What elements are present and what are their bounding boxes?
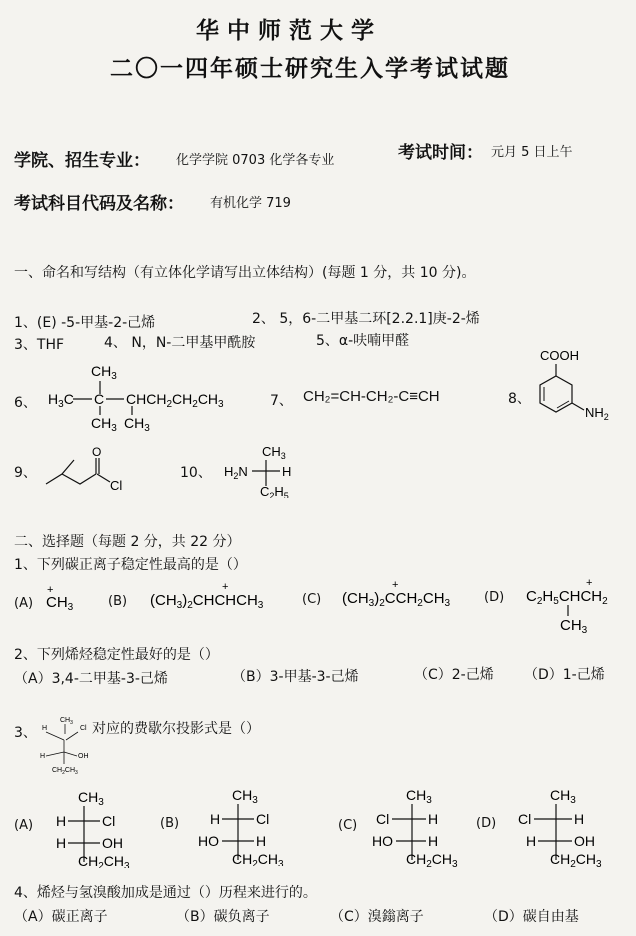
q3-newman-structure — [34, 710, 96, 780]
svg-text:+: + — [586, 577, 593, 589]
s2-q3-opt-a: (A) — [14, 818, 34, 833]
svg-text:OH: OH — [574, 833, 595, 849]
s2-q2-opt-a: （A）3,4-二甲基-3-己烯 — [14, 671, 168, 687]
s2-q1-opt-b: (B) — [108, 594, 128, 609]
s2-q4-opt-b: （B）碳负离子 — [176, 909, 270, 925]
svg-text:H: H — [56, 813, 67, 829]
svg-text:CH3: $CH_3$ — [232, 787, 258, 806]
university-name: 华中师范大学 — [196, 18, 382, 44]
svg-text:H: H — [40, 753, 46, 760]
q10-structure — [222, 442, 312, 498]
svg-text:HO: HO — [372, 833, 393, 849]
section2-title: 二、选择题（每题 2 分，共 22 分） — [14, 534, 241, 550]
svg-text:COOH: COOH — [540, 348, 579, 363]
fischer-c — [372, 784, 482, 868]
q1-c-structure — [340, 576, 470, 610]
s1-q8-num: 8、 — [508, 391, 531, 407]
s1-q2: 2、 5，6-二甲基二环[2.2.1]庚-2-烯 — [252, 311, 480, 327]
svg-text:CH3: $CH_3$ — [550, 787, 576, 806]
svg-text:CH2CH3: $CH_2CH_3$ — [406, 851, 458, 868]
svg-text:C2H5CHCH2: $C_2H_5CHCH_2$ — [526, 588, 608, 607]
svg-text:Cl: Cl — [518, 811, 532, 827]
svg-text:C: C — [94, 391, 105, 407]
svg-text:(CH3)2CHCHCH3: $(CH_3)_2CHCHCH_3$ — [150, 592, 264, 611]
s2-q2-opt-c: （C）2-己烯 — [414, 667, 494, 683]
s1-q7-num: 7、 — [270, 393, 293, 409]
s2-q4-opt-d: （D）碳自由基 — [484, 909, 579, 925]
svg-text:CH3: $CH_3$ — [78, 789, 104, 808]
s2-q3-text: 对应的费歇尔投影式是（） — [92, 721, 260, 737]
q1-a-structure — [44, 580, 84, 614]
q8-structure — [528, 344, 618, 424]
svg-text:CH3: $CH_3$ — [46, 594, 74, 613]
svg-text:Cl: Cl — [102, 813, 116, 829]
q7-formula: CH₂=CH-CH₂-C≡CH — [303, 388, 440, 405]
svg-text:+: + — [47, 584, 54, 596]
s2-q4-opt-a: （A）碳正离子 — [14, 909, 108, 925]
svg-text:CH2CH3: $CH_2CH_3$ — [78, 853, 130, 868]
college-label: 学院、招生专业： — [14, 151, 150, 171]
s2-q4-opt-c: （C）溴鎓离子 — [330, 909, 424, 925]
svg-text:HO: HO — [198, 833, 219, 849]
svg-text:OH: OH — [78, 753, 89, 760]
svg-text:H: H — [256, 833, 267, 849]
s2-q1-opt-a: (A) — [14, 596, 34, 611]
time-label: 考试时间： — [398, 143, 483, 163]
svg-text:O: O — [92, 446, 102, 459]
svg-text:H: H — [428, 833, 439, 849]
q9-structure — [40, 446, 150, 496]
q1-d-structure — [524, 574, 624, 636]
s2-q3-opt-c: (C) — [338, 818, 358, 833]
svg-text:CH3: $CH_3$ — [124, 415, 150, 432]
s2-q3-opt-b: (B) — [160, 816, 180, 831]
svg-text:CH3: $CH_3$ — [406, 787, 432, 806]
fischer-a — [44, 786, 144, 868]
svg-text:CHCH2CH2CH3: $CHCH_2CH_2CH_3$ — [126, 391, 224, 410]
svg-text:OH: OH — [102, 835, 123, 851]
s1-q10-num: 10、 — [180, 465, 212, 481]
svg-text:+: + — [222, 581, 229, 593]
svg-text:H: H — [526, 833, 537, 849]
svg-text:CH3: $CH_3$ — [60, 717, 73, 726]
s2-q2-opt-b: （B）3-甲基-3-己烯 — [232, 669, 359, 685]
svg-text:(CH3)2CCH2CH3: $(CH_3)_2CCH_2CH_3$ — [342, 590, 451, 609]
fischer-d — [512, 784, 622, 868]
subject-value: 有机化学 719 — [210, 196, 291, 211]
s2-q4: 4、烯烃与氢溴酸加成是通过（）历程来进行的。 — [14, 885, 317, 901]
svg-text:CH3: $CH_3$ — [91, 415, 117, 432]
svg-text:H: H — [210, 811, 221, 827]
svg-text:H: H — [574, 811, 585, 827]
s1-q3: 3、THF — [14, 337, 65, 353]
svg-text:CH3: $CH_3$ — [262, 444, 286, 461]
svg-text:H2N: $H_2N$ — [224, 464, 248, 481]
svg-text:H3C: $H_3C$ — [48, 391, 74, 410]
s1-q4: 4、 N，N-二甲基甲酰胺 — [104, 335, 256, 351]
s2-q1-opt-c: (C) — [302, 592, 322, 607]
s2-q3-opt-d: (D) — [476, 816, 497, 831]
subject-label: 考试科目代码及名称： — [14, 194, 184, 214]
svg-text:H: H — [428, 811, 439, 827]
fischer-b — [196, 784, 306, 866]
q6-structure — [44, 362, 264, 432]
college-value: 化学学院 0703 化学各专业 — [176, 153, 335, 168]
svg-text:H: H — [282, 464, 292, 479]
section1-title: 一、命名和写结构（有立体化学请写出立体结构）(每题 1 分，共 10 分)。 — [14, 265, 476, 281]
svg-text:H: H — [56, 835, 67, 851]
s2-q2-opt-d: （D）1-己烯 — [524, 667, 605, 683]
svg-text:Cl: Cl — [80, 725, 87, 732]
s1-q6-num: 6、 — [14, 395, 37, 411]
svg-text:H: H — [42, 725, 48, 732]
svg-text:CH2CH3: $CH_2CH_3$ — [232, 851, 284, 866]
time-value: 元月 5 日上午 — [491, 145, 573, 160]
svg-text:+: + — [392, 579, 399, 591]
svg-text:Cl: Cl — [376, 811, 390, 827]
svg-text:CH2CH3: $CH_2CH_3$ — [52, 767, 78, 776]
svg-text:Cl: Cl — [256, 811, 270, 827]
svg-text:C2H5: $C_2H_5$ — [260, 484, 289, 498]
svg-text:CH3: $CH_3$ — [91, 363, 117, 382]
exam-title: 二〇一四年硕士研究生入学考试试题 — [110, 56, 510, 82]
svg-text:CH2CH3: $CH_2CH_3$ — [550, 851, 602, 868]
s2-q1: 1、下列碳正离子稳定性最高的是（） — [14, 557, 247, 573]
q1-b-structure — [148, 578, 278, 612]
s2-q1-opt-d: (D) — [484, 590, 505, 605]
s2-q2: 2、下列烯烃稳定性最好的是（） — [14, 647, 219, 663]
s1-q1: 1、(E) -5-甲基-2-己烯 — [14, 315, 156, 331]
s1-q9-num: 9、 — [14, 465, 37, 481]
svg-text:NH2: $NH_2$ — [585, 405, 609, 422]
svg-text:Cl: Cl — [110, 478, 123, 493]
s2-q3-num: 3、 — [14, 725, 37, 741]
svg-text:CH3: $CH_3$ — [560, 617, 588, 636]
s1-q5: 5、α-呋喃甲醛 — [316, 333, 410, 349]
